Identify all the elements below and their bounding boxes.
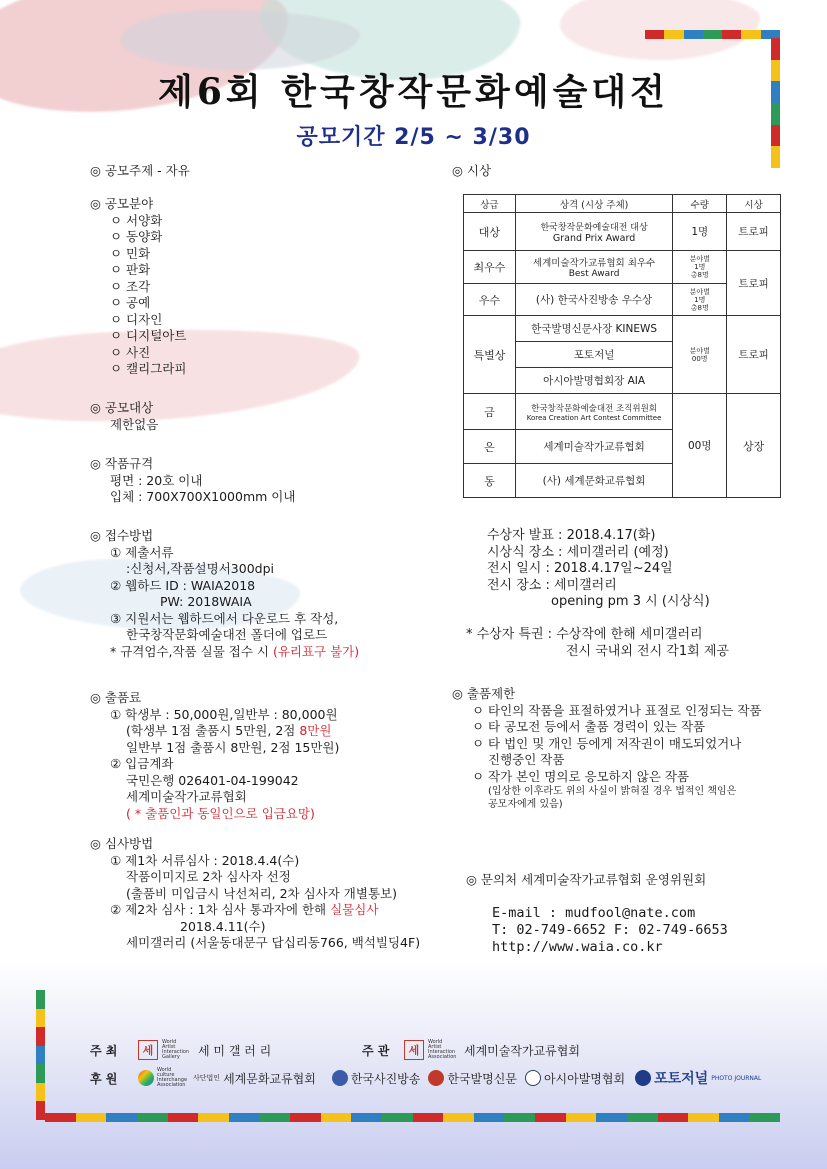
logo-tag: World Artist Interaction Association: [428, 1039, 457, 1060]
sponsor-name: 한국사진방송: [350, 1071, 421, 1086]
table-row: [464, 251, 781, 284]
award-name-cell: (사) 한국사진방송 우수상: [515, 284, 672, 316]
fee-student: [90, 723, 339, 740]
limit-item: ㅇ 타 공모전 등에서 출품 경력이 있는 작품: [472, 719, 706, 734]
qty-cell: [673, 251, 727, 284]
contact-block: [492, 905, 728, 956]
qty-cell: 00명: [673, 394, 727, 498]
qty-line: 분야별: [689, 346, 710, 355]
fee-student-text: (학생부 1점 출품시 5만원, 2점: [126, 723, 296, 738]
award-name-cell: 한국발명신문사장 KINEWS: [515, 316, 672, 342]
fee-holder: 세계미술작가교류협회: [126, 789, 247, 804]
fee-item-1: ① 학생부 : 50,000원,일반부 : 80,000원: [110, 706, 338, 722]
submit-heading: ◎ 접수방법: [90, 528, 154, 543]
review-step-2-text: ② 제2차 심사 : 1차 심사 통과자에 한해: [110, 902, 327, 917]
fields-section: [90, 196, 186, 378]
color-stripe-left: [36, 990, 45, 1120]
ceremony-place: 시상식 장소 : 세미갤러리 (예정): [487, 544, 669, 560]
inquiry: ◎ 문의처 세계미술작가교류협회 운영위원회: [466, 872, 707, 887]
spec-3d: 입체 : 700X700X1000mm 이내: [110, 489, 296, 504]
field-item: ㅇ 민화: [110, 245, 151, 261]
qty-cell: [673, 316, 727, 394]
submit-step-3b: 한국창작문화예술대전 폴더에 업로드: [126, 627, 328, 642]
qty-line: 총8명: [690, 303, 709, 312]
fields-heading: ◎ 공모분야: [90, 196, 154, 211]
privilege: * 수상자 특권 : 수상작에 한해 세미갤러리: [466, 627, 703, 642]
phone: T: 02-749-6652 F: 02-749-6653: [492, 922, 728, 938]
color-stripe-top: [645, 30, 780, 39]
award-name-cell: [515, 213, 672, 251]
fee-bank: 국민은행 026401-04-199042: [126, 772, 299, 788]
rank-cell: 최우수: [464, 251, 516, 284]
review-step-1: ① 제1차 서류심사 : 2018.4.4(수): [110, 852, 300, 868]
privilege-b: 전시 국내외 전시 각1회 제공: [566, 643, 729, 659]
sponsor-name: 아시아발명협회: [543, 1071, 626, 1086]
submit-step-2: ② 웹하드 ID : WAIA2018: [110, 577, 256, 593]
logo-tag: World culture Interchange Association: [157, 1067, 188, 1088]
schedule-section: [487, 528, 710, 611]
field-item: ㅇ 공예: [110, 295, 151, 310]
award-name-cell: 포토저널: [515, 342, 672, 368]
sponsor-name: 포토저널: [654, 1071, 709, 1087]
fee-note: ( * 출품인과 동일인으로 입금요망): [126, 805, 315, 821]
sponsor-label: 후 원: [90, 1071, 118, 1086]
host-name: 세 미 갤 러 리: [198, 1043, 272, 1058]
table-header-row: [464, 195, 781, 213]
limit-item: ㅇ 타인의 작품을 표절하였거나 표절로 인정되는 작품: [472, 702, 762, 718]
qty-line: 분야별: [689, 255, 710, 263]
rank-cell: 우수: [464, 284, 516, 316]
col-header: 수량: [673, 195, 727, 213]
submit-note: [90, 644, 359, 661]
limit-item: ㅇ 타 법인 및 개인 등에게 저작권이 매도되었거나: [472, 735, 742, 751]
award-name: 세계미술작가교류협회 최우수: [532, 258, 656, 269]
submit-note-text: * 규격엄수,작품 실물 접수 시: [110, 643, 269, 659]
review-heading: ◎ 심사방법: [90, 836, 154, 851]
organizer-row: [362, 1040, 580, 1060]
exhibit-place: 전시 장소 : 세미갤러리: [487, 577, 617, 593]
announce: 수상자 발표 : 2018.4.17(화): [487, 528, 656, 543]
invention-news-logo-icon: [428, 1070, 444, 1086]
awards-heading: ◎ 시상: [452, 163, 492, 178]
table-row: [464, 316, 781, 342]
sponsor-name: 한국발명신문: [447, 1071, 517, 1086]
website-link[interactable]: http://www.waia.co.kr: [492, 939, 663, 955]
award-name-en: Korea Creation Art Contest Committee: [526, 413, 662, 422]
limit-note-b: 공모자에게 있음): [488, 799, 563, 810]
page-title: 제6회 한국창작문화예술대전: [158, 71, 669, 113]
logo-tag: World Artist Interaction Gallery: [162, 1039, 190, 1060]
award-name-cell: 세계미술작가교류협회: [515, 430, 672, 464]
sponsor-name: 세계문화교류협회: [223, 1071, 316, 1086]
email[interactable]: E-mail : mudfool@nate.com: [492, 905, 696, 921]
award-name-en: Best Award: [568, 269, 620, 279]
organizer-label: 주 관: [362, 1043, 390, 1058]
col-header: 시상: [727, 195, 781, 213]
award-name: 한국창작문화예술대전 대상: [540, 222, 648, 233]
qty-cell: [673, 284, 727, 316]
sponsor-row: [90, 1068, 761, 1088]
field-item: ㅇ 동양화: [110, 229, 163, 244]
qty-line: 1명: [694, 263, 706, 271]
fee-item-2: ② 입금계좌: [110, 756, 174, 771]
fee-student-highlight: 8만원: [299, 723, 332, 738]
review-step-2-highlight: 실물심사: [330, 902, 379, 917]
table-row: [464, 394, 781, 430]
waia-logo-icon: 세: [404, 1040, 424, 1060]
limit-item-cont: 진행중인 작품: [488, 752, 565, 767]
prize-cell: 트로피: [727, 213, 781, 251]
review-step-2-place: 세미갤러리 (서울동대문구 답십리동766, 백석빌딩4F): [126, 935, 421, 950]
col-header: 상격 (시상 주체): [515, 195, 672, 213]
awards-table: [463, 194, 781, 498]
semi-gallery-logo-icon: 세: [138, 1040, 158, 1060]
submit-note-warning: (유리표구 불가): [272, 643, 360, 659]
prize-cell: 트로피: [727, 316, 781, 394]
limit-heading: ◎ 출품제한: [452, 686, 516, 701]
prize-cell: 트로피: [727, 251, 781, 316]
field-item: ㅇ 판화: [110, 262, 151, 277]
footer-background: [0, 960, 827, 1169]
field-item: ㅇ 서양화: [110, 212, 163, 228]
prize-cell: 상장: [727, 394, 781, 498]
rank-cell: 은: [464, 430, 516, 464]
photo-journal-logo-icon: [635, 1070, 651, 1086]
award-name-cell: [515, 251, 672, 284]
qty-line: 1명: [694, 295, 706, 304]
field-item: ㅇ 캘리그라피: [110, 361, 187, 376]
color-stripe-bottom: [45, 1113, 780, 1122]
rank-cell: 대상: [464, 213, 516, 251]
limit-item: ㅇ 작가 본인 명의로 응모하지 않은 작품: [472, 768, 690, 784]
qty-line: 총8명: [690, 271, 709, 279]
privilege-section: [466, 627, 729, 660]
fee-section: [90, 690, 339, 822]
field-item: ㅇ 디지털아트: [110, 328, 187, 343]
fee-heading: ◎ 출품료: [90, 690, 142, 705]
col-header: 상급: [464, 195, 516, 213]
review-step-2-date: 2018.4.11(수): [180, 918, 266, 934]
exhibit-date: 전시 일시 : 2018.4.17일~24일: [487, 561, 673, 576]
rank-cell: 특별상: [464, 316, 516, 394]
host-label: 주 최: [90, 1043, 118, 1058]
qty-line: 분야별: [689, 287, 710, 296]
field-item: ㅇ 조각: [110, 278, 151, 294]
photo-broadcast-logo-icon: [332, 1070, 348, 1086]
spec-heading: ◎ 작품규격: [90, 456, 154, 471]
theme-section: [90, 163, 190, 180]
sponsor-prefix: 사단법인: [193, 1073, 221, 1082]
asia-invention-logo-icon: [525, 1070, 541, 1086]
submit-step-1: ① 제출서류: [110, 544, 174, 560]
page-subtitle: 공모기간 2/5 ~ 3/30: [296, 125, 531, 150]
target-heading: ◎ 공모대상: [90, 400, 154, 415]
opening: opening pm 3 시 (시상식): [551, 594, 710, 609]
award-name-cell: 아시아발명협회장 AIA: [515, 368, 672, 394]
table-row: [464, 213, 781, 251]
award-name: 한국창작문화예술대전 조직위원회: [531, 403, 657, 414]
logo-tag: PHOTO JOURNAL: [711, 1074, 762, 1082]
award-name-cell: (사) 세계문화교류협회: [515, 464, 672, 498]
submit-step-1-detail: :신청서,작품설명서300dpi: [126, 561, 274, 576]
spec-flat: 평면 : 20호 이내: [110, 472, 203, 488]
qty-cell: 1명: [673, 213, 727, 251]
organizer-name: 세계미술작가교류협회: [464, 1043, 580, 1058]
submit-step-2-pw: PW: 2018WAIA: [160, 594, 252, 609]
limit-note: (입상한 이후라도 위의 사실이 밝혀질 경우 법적인 책임은: [488, 786, 737, 797]
submit-step-3: ③ 지원서는 웹하드에서 다운로드 후 작성,: [110, 610, 339, 626]
rank-cell: 동: [464, 464, 516, 498]
culture-association-logo-icon: [138, 1070, 154, 1086]
target-value: 제한없음: [110, 416, 159, 432]
review-section: [90, 836, 420, 952]
rank-cell: 금: [464, 394, 516, 430]
field-item: ㅇ 디자인: [110, 311, 163, 327]
spec-section: [90, 456, 295, 506]
qty-line: 00명: [691, 354, 708, 363]
field-item: ㅇ 사진: [110, 344, 151, 360]
review-step-1c: (출품비 미입금시 낙선처리, 2차 심사자 개별통보): [126, 885, 397, 901]
limit-section: [452, 686, 762, 811]
theme-heading: ◎ 공모주제 - 자유: [90, 163, 190, 178]
award-name-en: Grand Prix Award: [552, 232, 636, 244]
host-row: [90, 1040, 271, 1060]
fee-general: 일반부 1점 출품시 8만원, 2점 15만원): [126, 739, 340, 755]
review-step-1b: 작품이미지로 2차 심사자 선정: [126, 869, 291, 884]
target-section: [90, 400, 158, 433]
review-step-2: [90, 902, 420, 919]
submit-section: [90, 528, 359, 660]
award-name-cell: [515, 394, 672, 430]
